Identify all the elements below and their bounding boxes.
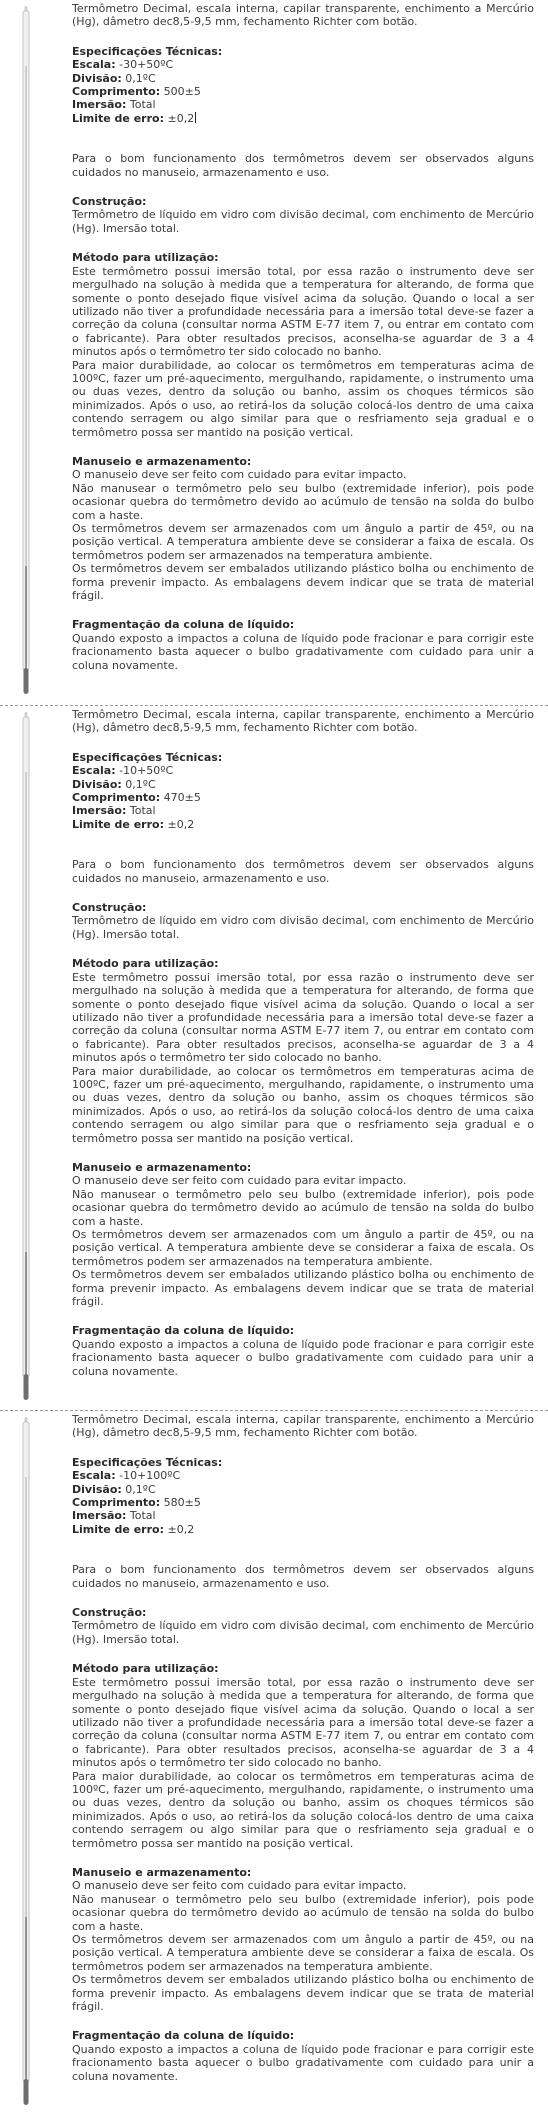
fragment-title: Fragmentação da coluna de líquido: [72, 2029, 295, 2043]
handling-title: Manuseio e armazenamento: [72, 1865, 252, 1879]
handling-paragraph: O manuseio deve ser feito com cuidado para evitar impacto. [72, 468, 407, 482]
text-cursor [195, 112, 196, 123]
construction-text: Termômetro de líquido em vidro com divisão decimal, com enchimento de Mercúrio (Hg). Imersão total. [72, 914, 534, 941]
fragment-text: Quando exposto a impactos a coluna de líquido pode fracionar e para corrigir este fracionamento basta aquecer o bulbo gradativamente com cuidado para unir a coluna novamente. [72, 631, 534, 672]
handling-paragraph: O manuseio deve ser feito com cuidado para evitar impacto. [72, 1174, 407, 1188]
construction-text: Termômetro de líquido em vidro com divisão decimal, com enchimento de Mercúrio (Hg). Imersão total. [72, 208, 534, 235]
spec-row-escala: Escala: -30+50ºC [72, 58, 174, 72]
handling-paragraph: Os termômetros devem ser embalados utilizando plástico bolha ou enchimento de forma prevenir impacto. As embalagens devem indicar que se trata de material frágil. [72, 562, 534, 603]
handling-paragraph: Os termômetros devem ser embalados utilizando plástico bolha ou enchimento de forma prevenir impacto. As embalagens devem indicar que se trata de material frágil. [72, 1268, 534, 1309]
spec-row-limite-erro: Limite de erro: ±0,2 [72, 1522, 195, 1536]
spec-title: Especificações Técnicas: [72, 44, 223, 58]
handling-paragraph: Não manusear o termômetro pelo seu bulbo (extremidade inferior), pois pode ocasionar quebra do termômetro devido ao acúmulo de tensão na solda do bulbo com a haste. [72, 1892, 534, 1933]
handling-paragraph: Não manusear o termômetro pelo seu bulbo (extremidade inferior), pois pode ocasionar quebra do termômetro devido ao acúmulo de tensão na solda do bulbo com a haste. [72, 1187, 534, 1228]
care-note: Para o bom funcionamento dos termômetros devem ser observados alguns cuidados no manuseio, armazenamento e uso. [72, 1563, 534, 1590]
product-intro: Termômetro Decimal, escala interna, capilar transparente, enchimento a Mercúrio (Hg), dâmetro dec8,5-9,5 mm, fechamento Richter com botão. [72, 1413, 534, 1440]
thermometer-image [22, 712, 30, 1402]
method-paragraph: Este termômetro possui imersão total, por essa razão o instrumento deve ser mergulhado na solução à medida que a temperatura for alterando, de forma que somente o ponto desejado fique visível acima da solução. Quando o local a ser utilizado não tiver a profundidade necessária para a imersão total deve-se fazer a correção da coluna (consultar norma ASTM E-77 item 7, ou entrar em contato com o fabricante). Para obter resultados precisos, aconselha-se aguardar de 3 a 4 minutos após o termômetro ter sido colocado no banho. [72, 264, 534, 359]
product-intro: Termômetro Decimal, escala interna, capilar transparente, enchimento a Mercúrio (Hg), dâmetro dec8,5-9,5 mm, fechamento Richter com botão. [72, 708, 534, 735]
spec-title: Especificações Técnicas: [72, 1455, 223, 1469]
spec-row-limite-erro[interactable]: Limite de erro: ±0,2 [72, 111, 195, 125]
spec-row-comprimento: Comprimento: 580±5 [72, 1496, 201, 1510]
construction-title: Construção: [72, 1606, 147, 1620]
care-note: Para o bom funcionamento dos termômetros devem ser observados alguns cuidados no manuseio, armazenamento e uso. [72, 152, 534, 179]
spec-row-limite-erro: Limite de erro: ±0,2 [72, 817, 195, 831]
product-intro: Termômetro Decimal, escala interna, capilar transparente, enchimento a Mercúrio (Hg), dâmetro dec8,5-9,5 mm, fechamento Richter com botão. [72, 2, 534, 29]
product-block [0, 705, 548, 1410]
method-paragraph: Este termômetro possui imersão total, por essa razão o instrumento deve ser mergulhado na solução à medida que a temperatura for alterando, de forma que somente o ponto desejado fique visível acima da solução. Quando o local a ser utilizado não tiver a profundidade necessária para a imersão total deve-se fazer a correção da coluna (consultar norma ASTM E-77 item 7, ou entrar em contato com o fabricante). Para obter resultados precisos, aconselha-se aguardar de 3 a 4 minutos após o termômetro ter sido colocado no banho. [72, 1675, 534, 1770]
handling-paragraph: Os termômetros devem ser armazenados com um ângulo a partir de 45º, ou na posição vertical. A temperatura ambiente deve se considerar a faixa de escala. Os termômetros podem ser armazenados na temperatura ambiente. [72, 1933, 534, 1973]
handling-title: Manuseio e armazenamento: [72, 1160, 252, 1174]
construction-text: Termômetro de líquido em vidro com divisão decimal, com enchimento de Mercúrio (Hg). Imersão total. [72, 1619, 534, 1646]
method-paragraph: Para maior durabilidade, ao colocar os termômetros em temperaturas acima de 100ºC, fazer um pré-aquecimento, mergulhando, rapidamente, o instrumento uma ou duas vezes, dentro da solução ou banho, assim os choques térmicos são minimizados. Após o uso, ao retirá-los da solução colocá-los dentro de uma caixa contendo serragem ou algo similar para que o resfriamento seja gradual e o termômetro possa ser mantido na posição vertical. [72, 358, 534, 439]
thermometer-image [22, 1417, 30, 2107]
handling-paragraph: Os termômetros devem ser embalados utilizando plástico bolha ou enchimento de forma prevenir impacto. As embalagens devem indicar que se trata de material frágil. [72, 1973, 534, 2014]
handling-paragraph: Os termômetros devem ser armazenados com um ângulo a partir de 45º, ou na posição vertical. A temperatura ambiente deve se considerar a faixa de escala. Os termômetros podem ser armazenados na temperatura ambiente. [72, 1228, 534, 1268]
construction-title: Construção: [72, 195, 147, 209]
product-block [0, 1410, 548, 2115]
method-paragraph: Para maior durabilidade, ao colocar os termômetros em temperaturas acima de 100ºC, fazer um pré-aquecimento, mergulhando, rapidamente, o instrumento uma ou duas vezes, dentro da solução ou banho, assim os choques térmicos são minimizados. Após o uso, ao retirá-los da solução colocá-los dentro de uma caixa contendo serragem ou algo similar para que o resfriamento seja gradual e o termômetro possa ser mantido na posição vertical. [72, 1064, 534, 1145]
spec-row-imersao: Imersão: Total [72, 1509, 156, 1523]
care-note: Para o bom funcionamento dos termômetros devem ser observados alguns cuidados no manuseio, armazenamento e uso. [72, 858, 534, 885]
spec-row-escala: Escala: -10+100ºC [72, 1469, 181, 1483]
handling-title: Manuseio e armazenamento: [72, 454, 252, 468]
method-title: Método para utilização: [72, 1662, 219, 1676]
spec-row-imersao: Imersão: Total [72, 98, 156, 112]
spec-row-divisao: Divisão: 0,1ºC [72, 777, 156, 791]
fragment-title: Fragmentação da coluna de líquido: [72, 618, 295, 632]
method-paragraph: Para maior durabilidade, ao colocar os termômetros em temperaturas acima de 100ºC, fazer um pré-aquecimento, mergulhando, rapidamente, o instrumento uma ou duas vezes, dentro da solução ou banho, assim os choques térmicos são minimizados. Após o uso, ao retirá-los da solução colocá-los dentro de uma caixa contendo serragem ou algo similar para que o resfriamento seja gradual e o termômetro possa ser mantido na posição vertical. [72, 1769, 534, 1850]
method-title: Método para utilização: [72, 251, 219, 265]
method-paragraph: Este termômetro possui imersão total, por essa razão o instrumento deve ser mergulhado na solução à medida que a temperatura for alterando, de forma que somente o ponto desejado fique visível acima da solução. Quando o local a ser utilizado não tiver a profundidade necessária para a imersão total deve-se fazer a correção da coluna (consultar norma ASTM E-77 item 7, ou entrar em contato com o fabricante). Para obter resultados precisos, aconselha-se aguardar de 3 a 4 minutos após o termômetro ter sido colocado no banho. [72, 970, 534, 1065]
spec-row-imersao: Imersão: Total [72, 804, 156, 818]
method-title: Método para utilização: [72, 957, 219, 971]
construction-title: Construção: [72, 901, 147, 915]
handling-paragraph: Não manusear o termômetro pelo seu bulbo (extremidade inferior), pois pode ocasionar quebra do termômetro devido ao acúmulo de tensão na solda do bulbo com a haste. [72, 481, 534, 522]
spec-row-divisao: Divisão: 0,1ºC [72, 71, 156, 85]
handling-paragraph: Os termômetros devem ser armazenados com um ângulo a partir de 45º, ou na posição vertical. A temperatura ambiente deve se considerar a faixa de escala. Os termômetros podem ser armazenados na temperatura ambiente. [72, 522, 534, 562]
spec-title: Especificações Técnicas: [72, 750, 223, 764]
handling-paragraph: O manuseio deve ser feito com cuidado para evitar impacto. [72, 1879, 407, 1893]
thermometer-image [22, 6, 30, 696]
spec-row-comprimento: Comprimento: 500±5 [72, 85, 201, 99]
spec-row-escala: Escala: -10+50ºC [72, 764, 174, 778]
product-block [0, 0, 548, 705]
fragment-text: Quando exposto a impactos a coluna de líquido pode fracionar e para corrigir este fracionamento basta aquecer o bulbo gradativamente com cuidado para unir a coluna novamente. [72, 2042, 534, 2083]
fragment-text: Quando exposto a impactos a coluna de líquido pode fracionar e para corrigir este fracionamento basta aquecer o bulbo gradativamente com cuidado para unir a coluna novamente. [72, 1337, 534, 1378]
spec-row-divisao: Divisão: 0,1ºC [72, 1482, 156, 1496]
fragment-title: Fragmentação da coluna de líquido: [72, 1324, 295, 1338]
spec-row-comprimento: Comprimento: 470±5 [72, 791, 201, 805]
